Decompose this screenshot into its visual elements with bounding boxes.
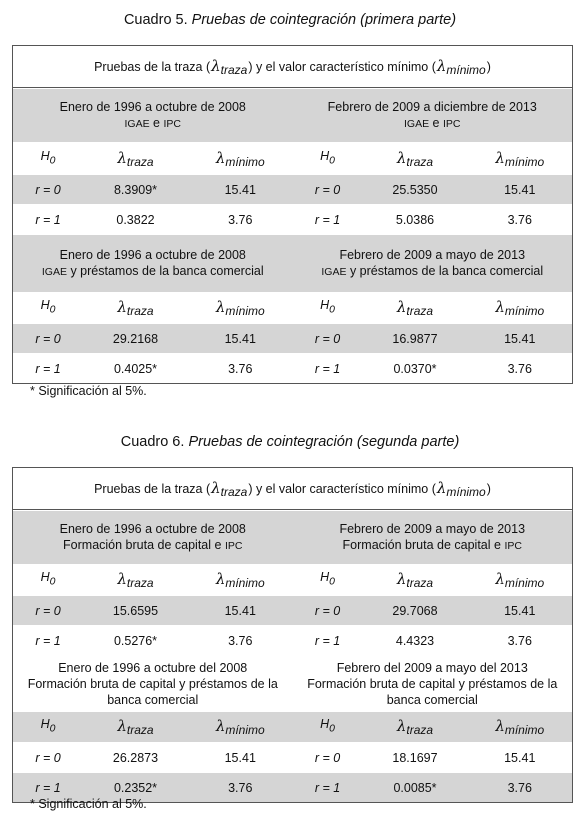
table5-caption bbox=[0, 12, 580, 28]
period-vars bbox=[17, 537, 289, 554]
lambda-sub: mínimo bbox=[504, 304, 545, 318]
hypothesis-cell: r = 1 bbox=[35, 633, 61, 648]
row-left bbox=[13, 634, 293, 648]
traza-cell: 16.9877 bbox=[392, 331, 438, 346]
lambda-symbol bbox=[117, 717, 153, 735]
col-lambda-traza bbox=[363, 717, 468, 737]
lambda-glyph: λ bbox=[396, 148, 407, 167]
lambda-glyph: λ bbox=[396, 298, 407, 316]
period-vars bbox=[297, 263, 569, 280]
period-vars-cont: banca comercial bbox=[386, 692, 478, 707]
h-letter: H bbox=[40, 717, 50, 731]
traza-cell: 0.2352* bbox=[113, 780, 158, 795]
period-title: Febrero de 2009 a mayo de 2013 bbox=[339, 248, 526, 262]
lambda-symbol bbox=[117, 149, 153, 167]
var-connector: e bbox=[149, 116, 164, 130]
lambda-glyph: λ bbox=[436, 478, 447, 497]
table6-number: Cuadro 6. bbox=[120, 434, 185, 450]
var-name: IGAE bbox=[321, 266, 347, 278]
period-vars bbox=[297, 537, 569, 554]
col-lambda-traza bbox=[363, 149, 468, 169]
col-lambda-traza bbox=[83, 570, 188, 590]
traza-cell: 0.5276* bbox=[113, 633, 158, 648]
minimo-cell: 15.41 bbox=[224, 331, 256, 346]
table6-footnote: * Significación al 5%. bbox=[30, 797, 147, 811]
h-sub: 0 bbox=[49, 576, 56, 588]
lambda-symbol bbox=[216, 298, 265, 316]
lambda-symbol bbox=[216, 570, 265, 588]
period-vars bbox=[17, 115, 289, 132]
period-left bbox=[13, 656, 293, 711]
column-header-row bbox=[13, 292, 572, 323]
period-title: Enero de 1996 a octubre de 2008 bbox=[59, 100, 246, 114]
lambda-symbol bbox=[495, 717, 544, 735]
hypothesis-cell: r = 0 bbox=[35, 750, 61, 765]
lambda-sub: mínimo bbox=[446, 62, 486, 77]
traza-cell: 18.1697 bbox=[392, 750, 438, 765]
period-right bbox=[293, 89, 573, 142]
hypothesis-cell: r = 1 bbox=[35, 780, 61, 795]
hypothesis-cell: r = 0 bbox=[314, 750, 341, 765]
lambda-glyph: λ bbox=[117, 717, 127, 735]
header-text-pre: Pruebas de la traza ( bbox=[94, 481, 211, 496]
row-right bbox=[293, 634, 573, 648]
col-h0 bbox=[293, 717, 363, 737]
col-lambda-minimo bbox=[468, 717, 573, 737]
lambda-sub: traza bbox=[406, 154, 434, 169]
table5-name: Pruebas de cointegración (primera parte) bbox=[191, 12, 457, 28]
column-header-row bbox=[13, 711, 572, 742]
row-right bbox=[293, 604, 573, 618]
col-lambda-minimo bbox=[188, 717, 293, 737]
hypothesis-cell: r = 1 bbox=[314, 633, 341, 648]
lambda-symbol bbox=[495, 570, 544, 588]
block-period-row bbox=[13, 88, 572, 142]
minimo-cell: 3.76 bbox=[228, 212, 253, 227]
col-h0 bbox=[293, 149, 363, 169]
traza-cell: 15.6595 bbox=[112, 603, 159, 618]
h-sub: 0 bbox=[329, 304, 335, 316]
lambda-sub: traza bbox=[406, 576, 434, 590]
lambda-glyph: λ bbox=[215, 298, 226, 316]
column-header-row bbox=[13, 142, 572, 174]
traza-cell: 0.4025* bbox=[113, 361, 158, 376]
table-row bbox=[13, 353, 572, 383]
var-name: IPC bbox=[163, 118, 181, 130]
lambda-glyph: λ bbox=[211, 478, 221, 497]
var-name: IPC bbox=[224, 540, 243, 552]
lambda-minimo-symbol bbox=[437, 57, 486, 77]
lambda-sub: mínimo bbox=[504, 154, 545, 169]
table5 bbox=[12, 45, 573, 384]
lambda-symbol bbox=[495, 298, 544, 316]
minimo-cell: 15.41 bbox=[504, 750, 536, 765]
lambda-glyph: λ bbox=[396, 717, 407, 735]
col-h0 bbox=[13, 298, 83, 318]
row-right bbox=[293, 362, 573, 376]
table6-name: Pruebas de cointegración (segunda parte) bbox=[188, 434, 460, 450]
col-lambda-traza bbox=[83, 717, 188, 737]
var-name: Formación bruta de capital bbox=[342, 538, 491, 552]
row-left bbox=[13, 781, 293, 795]
period-title: Enero de 1996 a octubre del 2008 bbox=[58, 660, 248, 675]
period-left bbox=[13, 89, 293, 142]
table-row bbox=[13, 323, 572, 353]
period-title: Febrero del 2009 a mayo del 2013 bbox=[336, 660, 528, 675]
row-left bbox=[13, 332, 293, 346]
col-lambda-minimo bbox=[468, 149, 573, 169]
table-row bbox=[13, 204, 572, 234]
table-row bbox=[13, 742, 572, 772]
var-connector: e bbox=[429, 116, 443, 130]
col-lambda-traza bbox=[83, 298, 188, 318]
period-right bbox=[293, 511, 573, 564]
row-right bbox=[293, 781, 573, 795]
lambda-symbol bbox=[397, 298, 433, 316]
traza-cell: 0.0085* bbox=[393, 780, 437, 795]
traza-cell: 8.3909* bbox=[113, 182, 158, 197]
minimo-cell: 15.41 bbox=[224, 182, 256, 197]
table6-header bbox=[13, 468, 572, 510]
lambda-sub: traza bbox=[406, 723, 434, 737]
traza-cell: 5.0386 bbox=[395, 212, 435, 227]
minimo-cell: 3.76 bbox=[228, 633, 253, 648]
var-connector: y préstamos de la banca comercial bbox=[66, 264, 264, 278]
h-sub: 0 bbox=[49, 155, 56, 166]
col-lambda-minimo bbox=[188, 570, 293, 590]
var-name: IGAE bbox=[403, 118, 430, 130]
traza-cell: 25.5350 bbox=[392, 182, 438, 197]
header-text-post: ) bbox=[486, 59, 491, 74]
h-letter: H bbox=[320, 717, 330, 731]
hypothesis-cell: r = 0 bbox=[314, 603, 341, 618]
row-left bbox=[13, 751, 293, 765]
var-name: IPC bbox=[442, 118, 461, 130]
block-period-row bbox=[13, 655, 572, 711]
lambda-symbol bbox=[397, 149, 433, 167]
hypothesis-cell: r = 0 bbox=[35, 603, 61, 618]
block-period-row bbox=[13, 510, 572, 564]
h-sub: 0 bbox=[329, 155, 335, 166]
h-letter: H bbox=[320, 298, 330, 312]
lambda-sub: traza bbox=[220, 62, 248, 77]
table-row bbox=[13, 625, 572, 655]
row-right bbox=[293, 213, 573, 227]
lambda-sub: traza bbox=[126, 723, 154, 737]
lambda-glyph: λ bbox=[117, 570, 127, 588]
lambda-symbol bbox=[397, 717, 433, 735]
lambda-traza-symbol bbox=[211, 57, 247, 77]
col-headers-left bbox=[13, 570, 293, 590]
lambda-glyph: λ bbox=[117, 298, 127, 316]
table6-caption bbox=[0, 434, 580, 450]
lambda-glyph: λ bbox=[436, 56, 447, 75]
var-name: IGAE bbox=[41, 266, 67, 278]
var-name: IGAE bbox=[124, 118, 150, 130]
col-h0 bbox=[13, 149, 83, 169]
col-h0 bbox=[13, 570, 83, 590]
col-headers-left bbox=[13, 149, 293, 169]
header-text-mid: ) y el valor característico mínimo ( bbox=[248, 59, 436, 74]
lambda-sub: mínimo bbox=[504, 576, 545, 590]
var-connector: e bbox=[490, 538, 505, 552]
col-lambda-traza bbox=[363, 298, 468, 318]
period-vars bbox=[17, 263, 289, 280]
col-lambda-minimo bbox=[468, 570, 573, 590]
period-right bbox=[293, 656, 573, 711]
lambda-symbol bbox=[216, 717, 265, 735]
traza-cell: 0.3822 bbox=[116, 212, 155, 227]
col-headers-right bbox=[293, 298, 573, 318]
table-row bbox=[13, 174, 572, 204]
hypothesis-cell: r = 1 bbox=[314, 212, 341, 227]
col-h0 bbox=[13, 717, 83, 737]
minimo-cell: 15.41 bbox=[504, 603, 536, 618]
lambda-sub: mínimo bbox=[225, 154, 265, 169]
period-left bbox=[13, 235, 293, 292]
h-sub: 0 bbox=[49, 723, 56, 735]
lambda-sub: traza bbox=[220, 484, 248, 499]
lambda-glyph: λ bbox=[495, 148, 505, 167]
hypothesis-cell: r = 1 bbox=[35, 212, 61, 227]
var-name: IPC bbox=[504, 540, 522, 552]
lambda-sub: traza bbox=[126, 576, 154, 590]
traza-cell: 4.4323 bbox=[395, 633, 435, 648]
row-right bbox=[293, 183, 573, 197]
lambda-sub: mínimo bbox=[446, 484, 486, 499]
lambda-glyph: λ bbox=[495, 717, 505, 735]
hypothesis-cell: r = 0 bbox=[35, 182, 61, 197]
var-connector: e bbox=[211, 538, 225, 552]
lambda-sub: traza bbox=[126, 304, 154, 318]
col-lambda-traza bbox=[83, 149, 188, 169]
period-vars: Formación bruta de capital y préstamos de la bbox=[27, 676, 278, 691]
row-left bbox=[13, 362, 293, 376]
h-sub: 0 bbox=[49, 304, 56, 316]
hypothesis-cell: r = 1 bbox=[314, 780, 341, 795]
minimo-cell: 3.76 bbox=[507, 212, 532, 227]
row-right bbox=[293, 751, 573, 765]
hypothesis-cell: r = 1 bbox=[35, 361, 61, 376]
lambda-minimo-symbol bbox=[437, 479, 486, 499]
lambda-symbol bbox=[216, 149, 265, 167]
h-sub: 0 bbox=[329, 576, 335, 588]
table5-number: Cuadro 5. bbox=[123, 12, 188, 28]
h-letter: H bbox=[320, 570, 330, 584]
lambda-symbol bbox=[495, 149, 544, 167]
period-left bbox=[13, 511, 293, 564]
hypothesis-cell: r = 0 bbox=[314, 331, 341, 346]
lambda-glyph: λ bbox=[495, 570, 505, 588]
header-text-mid: ) y el valor característico mínimo ( bbox=[248, 481, 436, 496]
table-row bbox=[13, 595, 572, 625]
minimo-cell: 3.76 bbox=[507, 361, 532, 376]
col-lambda-minimo bbox=[188, 298, 293, 318]
col-lambda-traza bbox=[363, 570, 468, 590]
period-title: Enero de 1996 a octubre de 2008 bbox=[59, 248, 246, 262]
column-header-row bbox=[13, 564, 572, 595]
lambda-sub: traza bbox=[126, 154, 154, 169]
traza-cell: 29.7068 bbox=[392, 603, 438, 618]
lambda-sub: mínimo bbox=[225, 576, 265, 590]
header-text-pre: Pruebas de la traza ( bbox=[94, 59, 211, 74]
minimo-cell: 15.41 bbox=[224, 750, 256, 765]
h-sub: 0 bbox=[329, 723, 335, 735]
period-vars: Formación bruta de capital y préstamos de la bbox=[307, 676, 558, 691]
row-left bbox=[13, 213, 293, 227]
lambda-symbol bbox=[117, 570, 153, 588]
period-vars bbox=[297, 115, 569, 132]
minimo-cell: 15.41 bbox=[504, 182, 536, 197]
period-title: Febrero de 2009 a diciembre de 2013 bbox=[327, 100, 537, 114]
lambda-glyph: λ bbox=[495, 298, 505, 316]
minimo-cell: 3.76 bbox=[228, 780, 253, 795]
table6 bbox=[12, 467, 573, 803]
lambda-traza-symbol bbox=[211, 479, 247, 499]
row-right bbox=[293, 332, 573, 346]
lambda-glyph: λ bbox=[215, 717, 226, 735]
col-headers-left bbox=[13, 717, 293, 737]
lambda-symbol bbox=[397, 570, 433, 588]
col-lambda-minimo bbox=[188, 149, 293, 169]
row-left bbox=[13, 183, 293, 197]
lambda-glyph: λ bbox=[211, 56, 221, 75]
lambda-symbol bbox=[117, 298, 153, 316]
block-period-row bbox=[13, 234, 572, 292]
header-text-post: ) bbox=[486, 481, 491, 496]
col-headers-right bbox=[293, 570, 573, 590]
period-vars-cont: banca comercial bbox=[107, 692, 199, 707]
col-headers-right bbox=[293, 717, 573, 737]
lambda-sub: mínimo bbox=[225, 723, 265, 737]
minimo-cell: 3.76 bbox=[507, 633, 532, 648]
minimo-cell: 3.76 bbox=[507, 780, 532, 795]
minimo-cell: 15.41 bbox=[504, 331, 536, 346]
minimo-cell: 15.41 bbox=[224, 603, 256, 618]
row-left bbox=[13, 604, 293, 618]
hypothesis-cell: r = 0 bbox=[314, 182, 341, 197]
h-letter: H bbox=[320, 148, 330, 163]
hypothesis-cell: r = 0 bbox=[35, 331, 61, 346]
minimo-cell: 3.76 bbox=[228, 361, 253, 376]
period-title: Enero de 1996 a octubre de 2008 bbox=[59, 522, 246, 536]
col-headers-right bbox=[293, 149, 573, 169]
table5-header bbox=[13, 46, 572, 88]
traza-cell: 29.2168 bbox=[112, 331, 159, 346]
var-name: Formación bruta de capital bbox=[63, 538, 212, 552]
lambda-sub: traza bbox=[406, 304, 434, 318]
col-h0 bbox=[293, 570, 363, 590]
col-headers-left bbox=[13, 298, 293, 318]
lambda-sub: mínimo bbox=[225, 304, 265, 318]
period-right bbox=[293, 235, 573, 292]
lambda-glyph: λ bbox=[117, 148, 127, 167]
hypothesis-cell: r = 1 bbox=[314, 361, 341, 376]
h-letter: H bbox=[40, 298, 50, 312]
lambda-glyph: λ bbox=[215, 570, 226, 588]
lambda-glyph: λ bbox=[215, 148, 226, 167]
col-lambda-minimo bbox=[468, 298, 573, 318]
table5-footnote: * Significación al 5%. bbox=[30, 384, 147, 398]
h-letter: H bbox=[40, 570, 50, 584]
lambda-sub: mínimo bbox=[504, 723, 545, 737]
h-letter: H bbox=[40, 148, 50, 163]
lambda-glyph: λ bbox=[396, 570, 407, 588]
var-connector: y préstamos de la banca comercial bbox=[346, 264, 544, 278]
col-h0 bbox=[293, 298, 363, 318]
period-title: Febrero de 2009 a mayo de 2013 bbox=[339, 522, 526, 536]
traza-cell: 26.2873 bbox=[112, 750, 159, 765]
traza-cell: 0.0370* bbox=[393, 361, 437, 376]
